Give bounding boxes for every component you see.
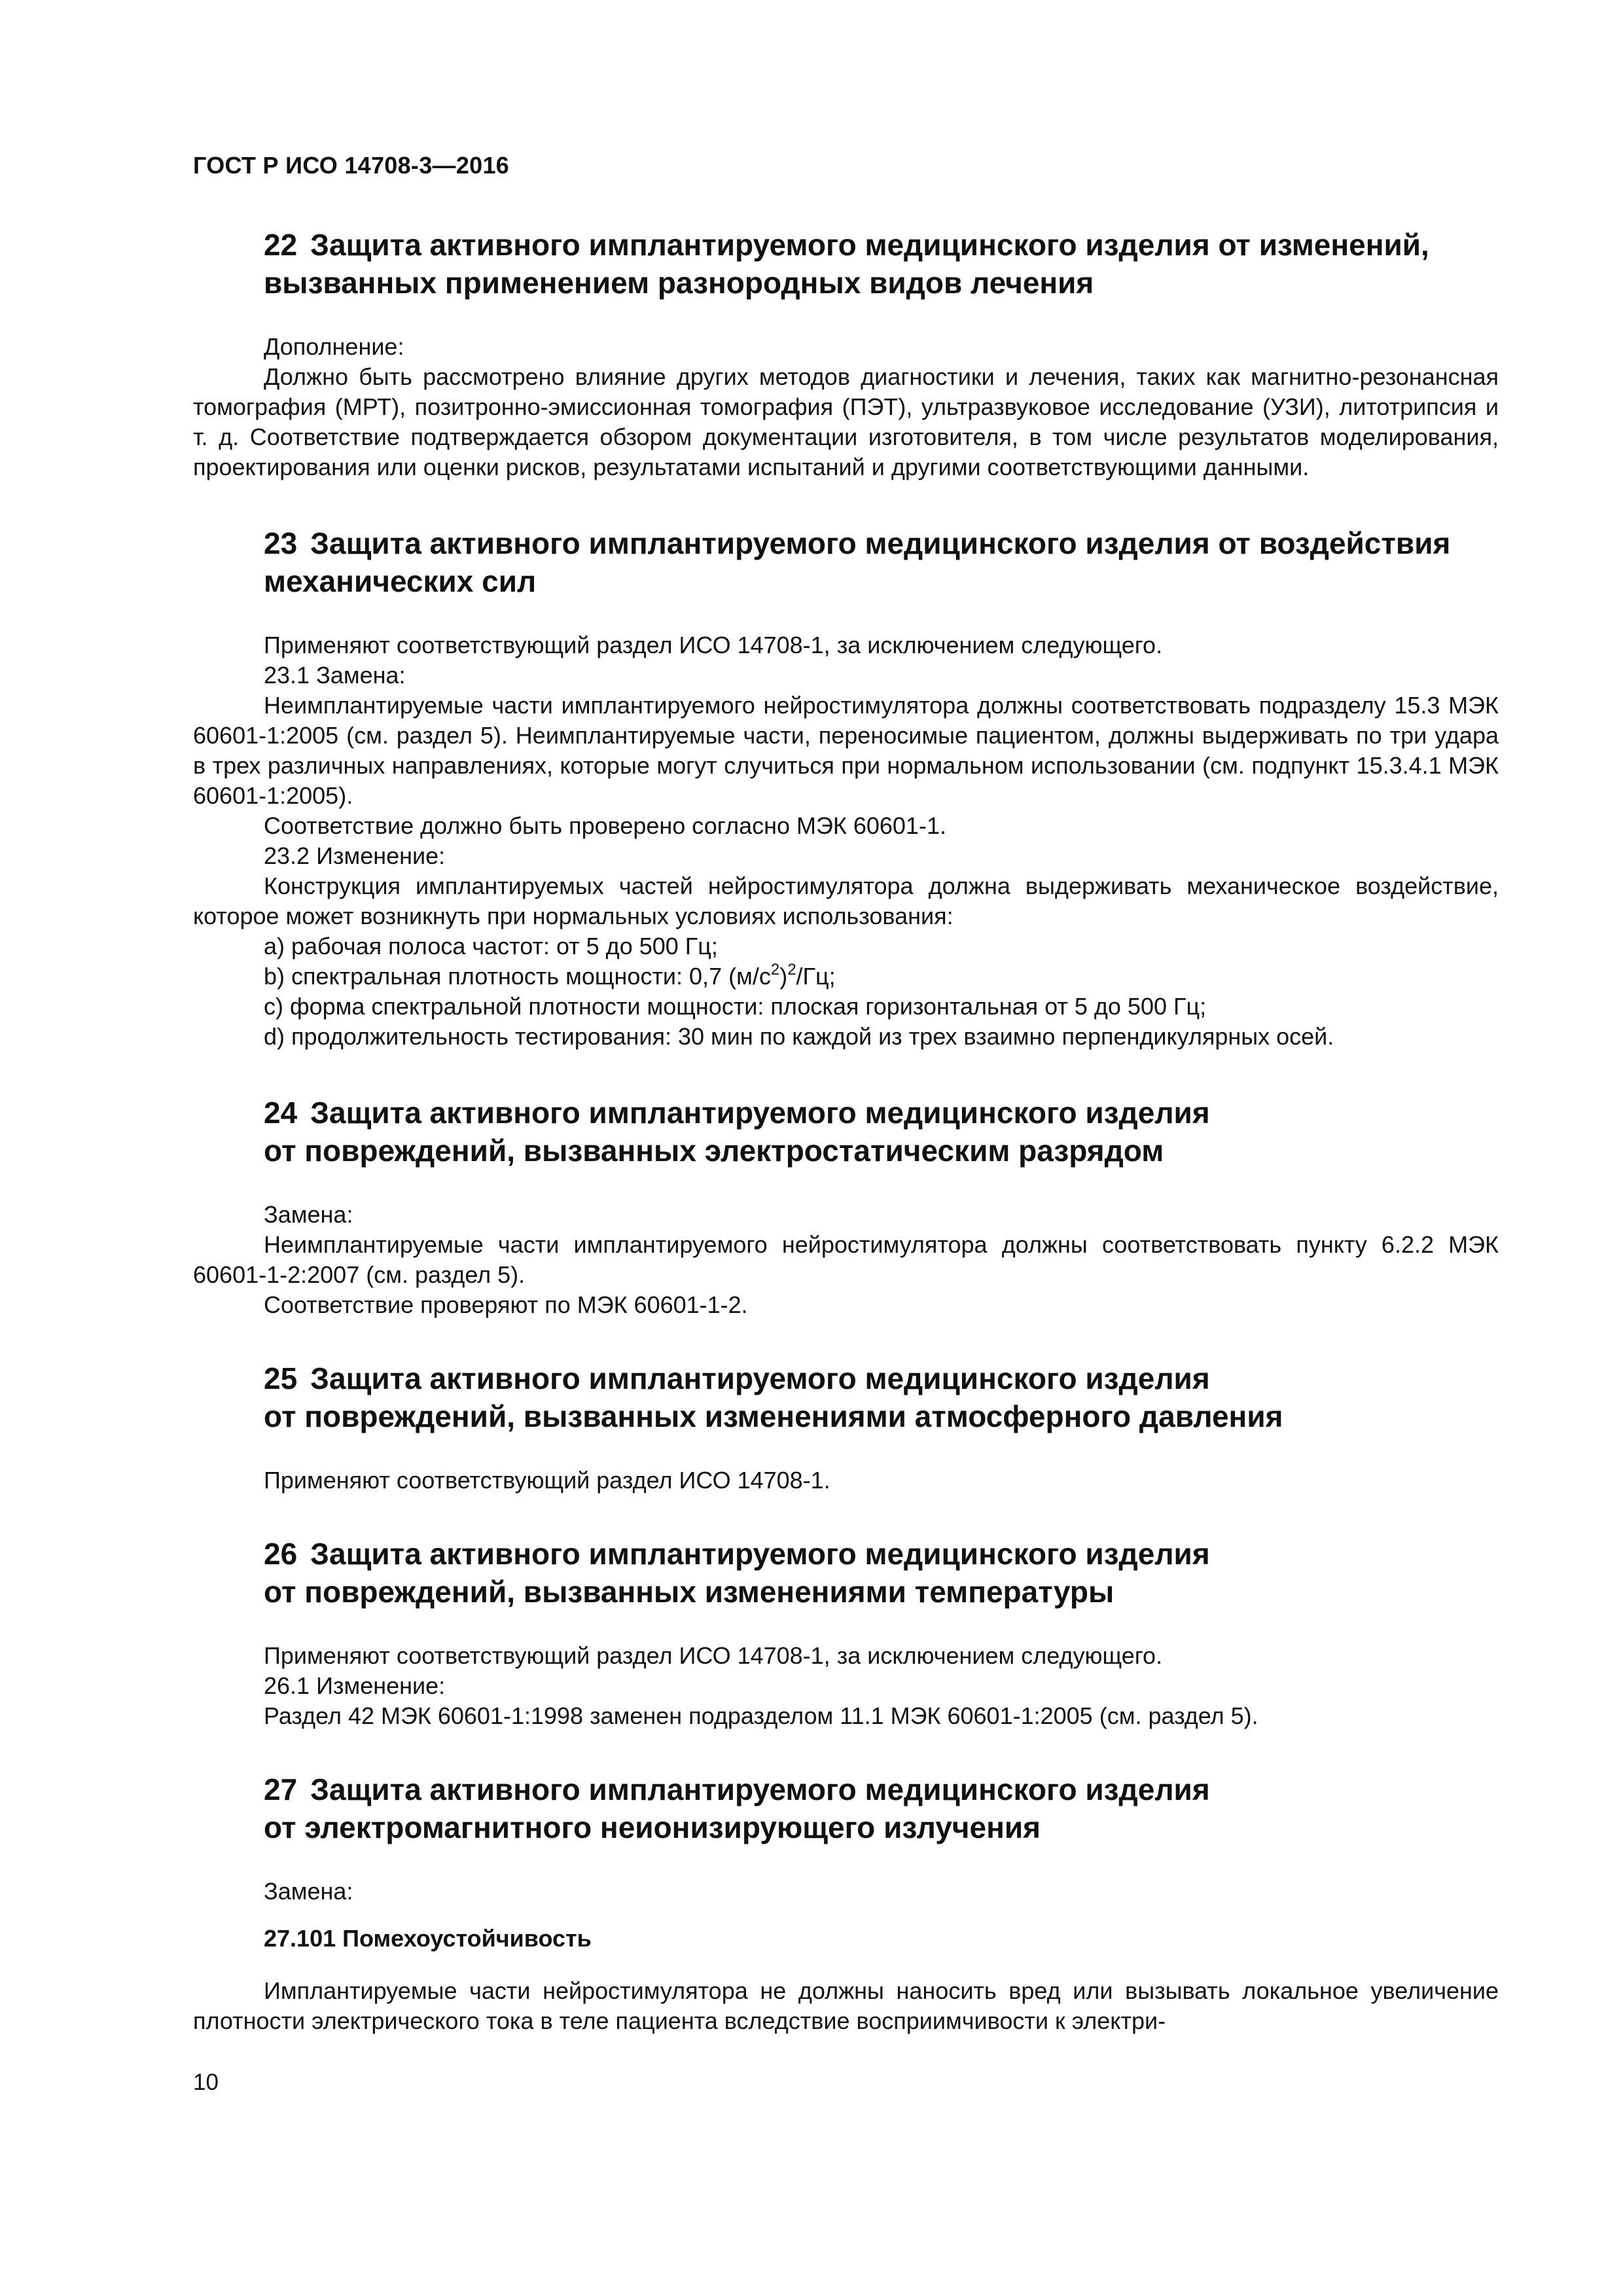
section-number: 22	[264, 228, 298, 262]
section-title-text: Защита активного имплантируемого медицинского изделия	[310, 1096, 1210, 1130]
paragraph: Соответствие должно быть проверено согласно МЭК 60601-1.	[264, 812, 946, 839]
subsection-number: 27.101	[264, 1925, 336, 1952]
document-code-header: ГОСТ Р ИСО 14708-3—2016	[193, 152, 510, 179]
subsection-27-101-title	[193, 1924, 1499, 1954]
section-number: 24	[264, 1096, 298, 1130]
list-item: b) спектральная плотность мощности: 0,7 $(м/с^2)^2/Гц$;	[264, 961, 836, 990]
section-22-title	[193, 226, 1499, 302]
page-number: 10	[193, 2070, 219, 2095]
section-24	[193, 1094, 1499, 1320]
paragraph: Конструкция имплантируемых частей нейростимулятора должна выдерживать механическое воздействие, которое может возникнуть при нормальных условиях использования:	[193, 872, 1499, 929]
paragraph: Применяют соответствующий раздел ИСО 14708-1, за исключением следующего.	[264, 632, 1163, 658]
section-title-text: от повреждений, вызванных изменениями температуры	[264, 1575, 1115, 1609]
section-title-text: от электромагнитного неионизирующего излучения	[264, 1810, 1041, 1844]
clause-heading: 26.1 Изменение:	[264, 1672, 446, 1699]
paragraph: Замена:	[264, 1878, 353, 1905]
section-24-title	[193, 1094, 1499, 1170]
paragraph: Дополнение:	[264, 333, 404, 360]
clause-heading: 23.1 Замена:	[264, 662, 406, 689]
paragraph: Применяют соответствующий раздел ИСО 14708-1.	[264, 1467, 830, 1494]
section-25	[193, 1359, 1499, 1496]
paragraph: Имплантируемые части нейростимулятора не должны наносить вред или вызывать локальное увеличение плотности электрического тока в теле пациента вследствие восприимчивости к электри-	[193, 1977, 1499, 2034]
list-item: a) рабочая полоса частот: от 5 до 500 Гц;	[264, 933, 718, 960]
section-title-text: Защита активного имплантируемого медицинского изделия от изменений, вызванных применением разнородных видов лечения	[264, 228, 1429, 300]
section-title-text: Защита активного имплантируемого медицинского изделия от воздействия механических сил	[264, 526, 1451, 598]
section-27-title	[193, 1770, 1499, 1846]
section-25-title	[193, 1359, 1499, 1435]
section-23	[193, 524, 1499, 1052]
section-title-text: Защита активного имплантируемого медицинского изделия	[310, 1361, 1210, 1395]
section-number: 25	[264, 1361, 298, 1395]
subsection-title-text: Помехоустойчивость	[342, 1925, 592, 1952]
section-title-text: от повреждений, вызванных электростатическим разрядом	[264, 1134, 1164, 1168]
list-item: d) продолжительность тестирования: 30 мин по каждой из трех взаимно перпендикулярных осей.	[264, 1023, 1334, 1050]
section-22	[193, 226, 1499, 482]
section-number: 26	[264, 1537, 298, 1571]
paragraph: Должно быть рассмотрено влияние других методов диагностики и лечения, таких как магнитно-резонансная томография (МРТ), позитронно-эмиссионная томография (ПЭТ), ультразвуковое исследование (УЗИ), литотрипсия и т. д. Соответствие подтверждается обзором документации изготовителя, в том числе результатов моделирования, проектирования или оценки рисков, результатами испытаний и другими соответствующими данными.	[193, 363, 1499, 480]
section-26	[193, 1535, 1499, 1731]
paragraph: Неимплантируемые части имплантируемого нейростимулятора должны соответствовать подразделу 15.3 МЭК 60601-1:2005 (см. раздел 5). Неимплантируемые части, переносимые пациентом, должны выдерживать по три удара в трех различных направлениях, которые могут случиться при нормальном использовании (см. подпункт 15.3.4.1 МЭК 60601-1:2005).	[193, 692, 1499, 809]
section-number: 27	[264, 1772, 298, 1806]
section-23-title	[193, 524, 1499, 600]
list-item: c) форма спектральной плотности мощности: плоская горизонтальная от 5 до 500 Гц;	[264, 993, 1207, 1020]
section-27	[193, 1770, 1499, 2036]
section-number: 23	[264, 526, 298, 560]
paragraph: Раздел 42 МЭК 60601-1:1998 заменен подразделом 11.1 МЭК 60601-1:2005 (см. раздел 5).	[264, 1702, 1258, 1729]
page-content	[193, 226, 1499, 2036]
clause-heading: 23.2 Изменение:	[264, 842, 446, 869]
paragraph: Применяют соответствующий раздел ИСО 14708-1, за исключением следующего.	[264, 1642, 1163, 1669]
paragraph: Соответствие проверяют по МЭК 60601-1-2.	[264, 1291, 748, 1318]
paragraph: Неимплантируемые части имплантируемого нейростимулятора должны соответствовать пункту 6.2.2 МЭК 60601-1-2:2007 (см. раздел 5).	[193, 1231, 1499, 1288]
section-title-text: Защита активного имплантируемого медицинского изделия	[310, 1772, 1210, 1806]
paragraph: Замена:	[264, 1201, 353, 1228]
section-26-title	[193, 1535, 1499, 1611]
section-title-text: Защита активного имплантируемого медицинского изделия	[310, 1537, 1210, 1571]
section-title-text: от повреждений, вызванных изменениями атмосферного давления	[264, 1399, 1283, 1433]
